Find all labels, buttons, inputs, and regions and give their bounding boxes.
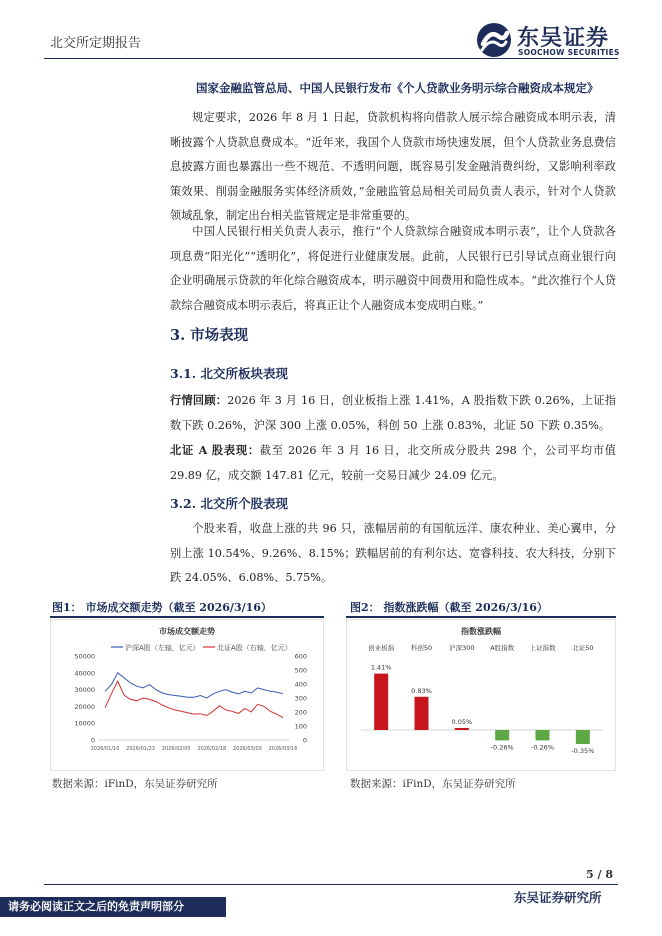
market-review-label: 行情回顾： [170,393,228,407]
bar [455,728,469,730]
logo-english: SOOCHOW SECURITIES [518,48,620,57]
bse-performance-paragraph [170,438,616,488]
right-axis-tick: 300 [294,694,307,703]
stocks-paragraph [170,517,616,591]
bar [415,697,429,730]
category-label: A股指数 [490,644,515,652]
news-subheading: 国家金融监管总局、中国人民银行发布《个人贷款业务明示综合融资成本规定》 [196,81,599,95]
bar-value-label: 0.05% [451,718,473,726]
bar-value-label: -0.35% [571,747,595,755]
news-paragraph-1 [170,106,616,229]
bar-value-label: 1.41% [370,663,392,672]
header-divider [44,58,618,59]
left-axis-tick: 0 [90,736,95,745]
logo-icon [476,22,512,58]
footer-divider [44,884,618,885]
right-axis-tick: 600 [294,652,307,661]
category-label: 创业板指 [368,644,395,652]
right-axis-tick: 200 [294,708,307,717]
stocks-text: 个股来看，收盘上涨的共 96 只，涨幅居前的有国航远洋、康农种业、美心翼申，分别上涨 10.54%、9.26%、8.15%；跌幅居前的有利尔达、宽睿科技、农大科技，分别下跌 24.05%、6.08%、5.75%。 [170,522,616,584]
x-axis-tick: 2026/02/05 [161,746,191,752]
figure-1-caption: 图1： 市场成交额走势（截至 2026/3/16） [52,601,272,614]
bse-performance-text: 截至 2026 年 3 月 16 日，北交所成分股共 298 个，公司平均市值 29.89 亿，成交额 147.81 亿元，较前一交易日减少 24.09 亿元。 [170,444,616,482]
section-3-2-heading: 3.2. 北交所个股表现 [170,496,288,511]
chart-2-title: 指数涨跌幅 [461,627,501,636]
news-paragraph-2 [170,220,616,318]
footer-institute: 东吴证券研究所 [514,890,602,905]
x-axis-tick: 2026/01/23 [126,746,156,752]
right-axis-tick: 0 [302,736,307,745]
legend-label-hs-a: 沪深A股（左轴，亿元） [125,644,200,652]
bar-value-label: -0.26% [490,743,514,752]
legend-label-bse-a: 北证A股（右轴，亿元） [217,644,292,652]
bar [374,674,388,730]
left-axis-tick: 30000 [74,686,95,695]
left-axis-tick: 50000 [74,652,95,661]
bar [495,730,509,740]
disclaimer-banner: 请务必阅读正文之后的免责声明部分 [0,897,226,917]
figure-1-rule [50,616,324,618]
figure-2-frame [346,619,616,771]
bse-performance-label: 北证 A 股表现： [170,443,260,457]
section-3-1-heading: 3.1. 北交所板块表现 [170,366,288,381]
bar-value-label: 0.83% [411,686,432,695]
right-axis-tick: 400 [294,680,307,689]
report-type-title: 北交所定期报告 [50,36,142,51]
news-paragraph-2-text: 中国人民银行相关负责人表示，推行“个人贷款综合融资成本明示表”，让个人贷款各项息费“阳光化”“透明化”，将促进行业健康发展。此前，人民银行已引导试点商业银行向企业明确展示贷款的年化综合融资成本，明示融资中间费用和隐性成本。“此次推行个人贷款综合融资成本明示表后，将真正让个人融资成本变成明白账。” [170,225,616,312]
index-change-bar-chart [347,620,615,770]
x-axis-tick: 2026/02/18 [197,746,227,752]
page-number: 5 / 8 [586,868,613,881]
figure-2-source: 数据来源：iFinD，东吴证券研究所 [350,778,516,790]
right-axis-tick: 500 [294,666,307,675]
market-review-paragraph [170,388,616,438]
category-label: 沪深300 [449,644,475,652]
chart-1-title: 市场成交额走势 [159,627,215,636]
category-label: 北证50 [572,644,594,652]
right-axis-tick: 100 [294,722,307,731]
bar-value-label: -0.26% [531,743,554,752]
left-axis-tick: 10000 [74,719,95,728]
section-3-heading: 3. 市场表现 [170,327,249,344]
market-review-text: 2026 年 3 月 16 日，创业板指上涨 1.41%，A 股指数下跌 0.26%，上证指数下跌 0.26%，沪深 300 上涨 0.05%，科创 50 上涨 0.83%，北证 50 下跌 0.35%。 [170,394,616,432]
figure-2-caption: 图2： 指数涨跌幅（截至 2026/3/16） [350,601,548,614]
series-line-bse-a [105,681,283,717]
category-label: 上证指数 [529,644,556,652]
figure-2-rule [346,616,616,618]
logo-text: 东吴证券 [517,26,610,51]
news-paragraph-1-text: 规定要求，2026 年 8 月 1 日起，贷款机构将向借款人展示综合融资成本明示表，清晰披露个人贷款息费成本。“近年来，我国个人贷款市场快速发展，但个人贷款业务息费信息披露方面也暴露出一些不规范、不透明问题，既容易引发金融消费纠纷，又影响利率政策效果、削弱金融服务实体经济质效，”金融监管总局相关司局负责人表示，针对个人贷款领域乱象，制定出台相关监管规定是非常重要的。 [170,111,616,222]
left-axis-tick: 40000 [74,669,95,678]
figure-1-frame [50,619,324,771]
x-axis-tick: 2026/03/03 [232,746,262,752]
x-axis-tick: 2026/01/10 [90,746,120,752]
series-line-hs-a [105,673,283,698]
bar [576,730,590,744]
category-label: 科创50 [410,644,433,652]
left-axis-tick: 20000 [74,702,95,711]
figure-1-source: 数据来源：iFinD，东吴证券研究所 [52,778,218,790]
x-axis-tick: 2026/03/16 [268,746,298,752]
bar [536,730,550,740]
turnover-line-chart [51,620,323,770]
